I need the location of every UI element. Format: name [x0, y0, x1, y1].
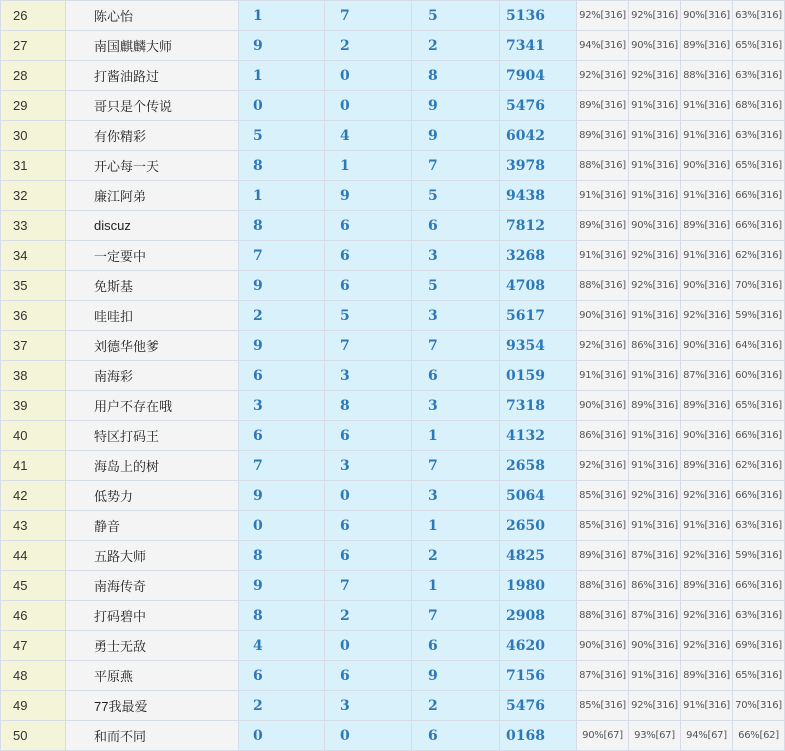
user-name-cell: 有你精彩	[66, 121, 239, 151]
table-row	[1, 721, 785, 751]
rank-cell: 35	[1, 271, 66, 301]
rate-2-cell: 91%[316]	[629, 121, 681, 151]
table-row	[1, 211, 785, 241]
rate-1-cell: 90%[316]	[577, 301, 629, 331]
user-name-cell: 和而不同	[66, 721, 239, 751]
rate-2-cell: 91%[316]	[629, 301, 681, 331]
user-name-cell: 南海传奇	[66, 571, 239, 601]
digit-3-cell: 3	[412, 391, 500, 421]
table-row	[1, 481, 785, 511]
digit-1-cell: 9	[239, 481, 325, 511]
rate-2-cell: 92%[316]	[629, 691, 681, 721]
user-name-cell: 77我最爱	[66, 691, 239, 721]
rank-cell: 44	[1, 541, 66, 571]
rate-3-cell: 91%[316]	[681, 691, 733, 721]
rate-4-cell: 66%[62]	[733, 721, 785, 751]
rate-3-cell: 92%[316]	[681, 601, 733, 631]
rate-4-cell: 64%[316]	[733, 331, 785, 361]
digit-3-cell: 7	[412, 151, 500, 181]
rank-cell: 42	[1, 481, 66, 511]
rate-1-cell: 90%[67]	[577, 721, 629, 751]
rate-1-cell: 89%[316]	[577, 121, 629, 151]
digit-2-cell: 6	[325, 511, 412, 541]
digit-1-cell: 2	[239, 691, 325, 721]
digit-2-cell: 0	[325, 631, 412, 661]
digit-1-cell: 9	[239, 571, 325, 601]
table-row	[1, 121, 785, 151]
digit-1-cell: 8	[239, 211, 325, 241]
rate-1-cell: 89%[316]	[577, 211, 629, 241]
rank-cell: 32	[1, 181, 66, 211]
rate-2-cell: 86%[316]	[629, 571, 681, 601]
rate-3-cell: 92%[316]	[681, 631, 733, 661]
code-cell: 7904	[500, 61, 577, 91]
user-name-cell: 哥只是个传说	[66, 91, 239, 121]
digit-1-cell: 3	[239, 391, 325, 421]
digit-3-cell: 9	[412, 91, 500, 121]
user-name-cell: 打酱油路过	[66, 61, 239, 91]
rate-4-cell: 68%[316]	[733, 91, 785, 121]
rate-3-cell: 94%[67]	[681, 721, 733, 751]
rate-1-cell: 89%[316]	[577, 91, 629, 121]
table-row	[1, 181, 785, 211]
table-row	[1, 631, 785, 661]
digit-2-cell: 3	[325, 361, 412, 391]
rate-2-cell: 92%[316]	[629, 1, 681, 31]
user-name-cell: 特区打码王	[66, 421, 239, 451]
user-name-cell: 打码碧中	[66, 601, 239, 631]
user-name-cell: 海岛上的树	[66, 451, 239, 481]
rank-cell: 39	[1, 391, 66, 421]
rate-1-cell: 90%[316]	[577, 391, 629, 421]
code-cell: 7812	[500, 211, 577, 241]
user-name-cell: 廉江阿弟	[66, 181, 239, 211]
rate-3-cell: 89%[316]	[681, 571, 733, 601]
rate-3-cell: 89%[316]	[681, 391, 733, 421]
digit-2-cell: 7	[325, 571, 412, 601]
rate-2-cell: 90%[316]	[629, 31, 681, 61]
code-cell: 9438	[500, 181, 577, 211]
rate-1-cell: 88%[316]	[577, 271, 629, 301]
rate-3-cell: 87%[316]	[681, 361, 733, 391]
digit-3-cell: 9	[412, 121, 500, 151]
rate-3-cell: 90%[316]	[681, 271, 733, 301]
code-cell: 3268	[500, 241, 577, 271]
digit-3-cell: 8	[412, 61, 500, 91]
digit-2-cell: 8	[325, 391, 412, 421]
digit-1-cell: 6	[239, 661, 325, 691]
digit-3-cell: 3	[412, 481, 500, 511]
code-cell: 5064	[500, 481, 577, 511]
table-row	[1, 361, 785, 391]
digit-1-cell: 2	[239, 301, 325, 331]
rate-4-cell: 63%[316]	[733, 1, 785, 31]
code-cell: 5617	[500, 301, 577, 331]
rate-3-cell: 92%[316]	[681, 301, 733, 331]
rate-4-cell: 63%[316]	[733, 511, 785, 541]
digit-3-cell: 1	[412, 571, 500, 601]
code-cell: 2658	[500, 451, 577, 481]
rate-4-cell: 70%[316]	[733, 271, 785, 301]
digit-1-cell: 8	[239, 601, 325, 631]
rate-2-cell: 93%[67]	[629, 721, 681, 751]
rate-4-cell: 62%[316]	[733, 241, 785, 271]
rate-2-cell: 92%[316]	[629, 481, 681, 511]
digit-1-cell: 5	[239, 121, 325, 151]
digit-3-cell: 3	[412, 241, 500, 271]
rate-4-cell: 65%[316]	[733, 661, 785, 691]
user-name-cell: 陈心怡	[66, 1, 239, 31]
rate-3-cell: 91%[316]	[681, 91, 733, 121]
digit-1-cell: 9	[239, 271, 325, 301]
code-cell: 4708	[500, 271, 577, 301]
rate-3-cell: 92%[316]	[681, 541, 733, 571]
code-cell: 2908	[500, 601, 577, 631]
user-name-cell: 刘德华他爹	[66, 331, 239, 361]
digit-3-cell: 2	[412, 31, 500, 61]
digit-3-cell: 1	[412, 421, 500, 451]
rate-3-cell: 88%[316]	[681, 61, 733, 91]
rank-cell: 30	[1, 121, 66, 151]
rate-1-cell: 88%[316]	[577, 151, 629, 181]
table-row	[1, 331, 785, 361]
rate-1-cell: 92%[316]	[577, 331, 629, 361]
code-cell: 4825	[500, 541, 577, 571]
digit-3-cell: 6	[412, 361, 500, 391]
digit-2-cell: 2	[325, 601, 412, 631]
user-name-cell: 用户不存在哦	[66, 391, 239, 421]
digit-2-cell: 6	[325, 241, 412, 271]
rank-cell: 41	[1, 451, 66, 481]
code-cell: 3978	[500, 151, 577, 181]
rank-cell: 37	[1, 331, 66, 361]
rate-2-cell: 87%[316]	[629, 601, 681, 631]
rate-4-cell: 59%[316]	[733, 541, 785, 571]
table-row	[1, 61, 785, 91]
rate-3-cell: 89%[316]	[681, 31, 733, 61]
digit-3-cell: 2	[412, 541, 500, 571]
digit-2-cell: 6	[325, 271, 412, 301]
code-cell: 5136	[500, 1, 577, 31]
rank-cell: 45	[1, 571, 66, 601]
rate-1-cell: 88%[316]	[577, 571, 629, 601]
code-cell: 0159	[500, 361, 577, 391]
rank-cell: 33	[1, 211, 66, 241]
table-row	[1, 571, 785, 601]
rate-4-cell: 66%[316]	[733, 211, 785, 241]
rate-2-cell: 91%[316]	[629, 661, 681, 691]
user-name-cell: 免斯基	[66, 271, 239, 301]
table-row	[1, 391, 785, 421]
rate-2-cell: 92%[316]	[629, 241, 681, 271]
user-name-cell: discuz	[66, 211, 239, 241]
table-row	[1, 31, 785, 61]
digit-2-cell: 4	[325, 121, 412, 151]
digit-1-cell: 8	[239, 151, 325, 181]
code-cell: 4620	[500, 631, 577, 661]
rate-3-cell: 89%[316]	[681, 211, 733, 241]
digit-2-cell: 9	[325, 181, 412, 211]
digit-2-cell: 0	[325, 481, 412, 511]
rate-4-cell: 62%[316]	[733, 451, 785, 481]
digit-1-cell: 7	[239, 241, 325, 271]
code-cell: 5476	[500, 91, 577, 121]
digit-1-cell: 0	[239, 91, 325, 121]
digit-3-cell: 5	[412, 1, 500, 31]
digit-3-cell: 1	[412, 511, 500, 541]
rate-3-cell: 91%[316]	[681, 241, 733, 271]
rate-4-cell: 66%[316]	[733, 421, 785, 451]
rate-1-cell: 86%[316]	[577, 421, 629, 451]
digit-3-cell: 7	[412, 451, 500, 481]
code-cell: 6042	[500, 121, 577, 151]
digit-1-cell: 1	[239, 61, 325, 91]
rate-2-cell: 90%[316]	[629, 211, 681, 241]
table-row	[1, 301, 785, 331]
digit-2-cell: 0	[325, 61, 412, 91]
digit-2-cell: 7	[325, 1, 412, 31]
table-row	[1, 241, 785, 271]
digit-2-cell: 6	[325, 661, 412, 691]
rate-4-cell: 65%[316]	[733, 391, 785, 421]
rank-cell: 27	[1, 31, 66, 61]
rate-3-cell: 90%[316]	[681, 151, 733, 181]
ranking-table-body	[1, 1, 785, 751]
user-name-cell: 低势力	[66, 481, 239, 511]
code-cell: 0168	[500, 721, 577, 751]
rate-2-cell: 92%[316]	[629, 61, 681, 91]
digit-1-cell: 6	[239, 421, 325, 451]
rate-3-cell: 91%[316]	[681, 121, 733, 151]
digit-1-cell: 0	[239, 511, 325, 541]
digit-3-cell: 3	[412, 301, 500, 331]
rate-2-cell: 90%[316]	[629, 631, 681, 661]
rate-3-cell: 90%[316]	[681, 1, 733, 31]
rate-1-cell: 88%[316]	[577, 601, 629, 631]
digit-3-cell: 7	[412, 601, 500, 631]
digit-1-cell: 9	[239, 331, 325, 361]
rate-3-cell: 91%[316]	[681, 181, 733, 211]
digit-1-cell: 6	[239, 361, 325, 391]
digit-3-cell: 6	[412, 721, 500, 751]
rate-1-cell: 91%[316]	[577, 241, 629, 271]
rank-cell: 38	[1, 361, 66, 391]
rate-1-cell: 90%[316]	[577, 631, 629, 661]
rank-cell: 28	[1, 61, 66, 91]
code-cell: 5476	[500, 691, 577, 721]
rank-cell: 46	[1, 601, 66, 631]
table-row	[1, 541, 785, 571]
rank-cell: 49	[1, 691, 66, 721]
digit-2-cell: 6	[325, 541, 412, 571]
table-row	[1, 151, 785, 181]
code-cell: 9354	[500, 331, 577, 361]
rate-4-cell: 66%[316]	[733, 181, 785, 211]
rate-3-cell: 91%[316]	[681, 511, 733, 541]
rate-2-cell: 91%[316]	[629, 151, 681, 181]
rank-cell: 36	[1, 301, 66, 331]
rate-1-cell: 92%[316]	[577, 1, 629, 31]
code-cell: 7156	[500, 661, 577, 691]
digit-1-cell: 9	[239, 31, 325, 61]
user-name-cell: 静音	[66, 511, 239, 541]
rate-1-cell: 85%[316]	[577, 481, 629, 511]
rate-3-cell: 92%[316]	[681, 481, 733, 511]
table-row	[1, 421, 785, 451]
user-name-cell: 哇哇扣	[66, 301, 239, 331]
rate-1-cell: 91%[316]	[577, 361, 629, 391]
rank-cell: 50	[1, 721, 66, 751]
rate-4-cell: 65%[316]	[733, 31, 785, 61]
rank-cell: 34	[1, 241, 66, 271]
digit-2-cell: 0	[325, 91, 412, 121]
rate-2-cell: 87%[316]	[629, 541, 681, 571]
digit-1-cell: 1	[239, 1, 325, 31]
rate-1-cell: 92%[316]	[577, 451, 629, 481]
digit-2-cell: 3	[325, 451, 412, 481]
rate-4-cell: 66%[316]	[733, 571, 785, 601]
table-row	[1, 511, 785, 541]
digit-2-cell: 6	[325, 211, 412, 241]
rate-4-cell: 69%[316]	[733, 631, 785, 661]
digit-1-cell: 1	[239, 181, 325, 211]
code-cell: 7318	[500, 391, 577, 421]
table-row	[1, 661, 785, 691]
rate-3-cell: 90%[316]	[681, 331, 733, 361]
table-row	[1, 271, 785, 301]
rank-cell: 40	[1, 421, 66, 451]
rate-3-cell: 89%[316]	[681, 451, 733, 481]
rate-1-cell: 85%[316]	[577, 691, 629, 721]
user-name-cell: 一定要中	[66, 241, 239, 271]
table-row	[1, 451, 785, 481]
digit-2-cell: 7	[325, 331, 412, 361]
code-cell: 4132	[500, 421, 577, 451]
table-row	[1, 91, 785, 121]
rank-cell: 31	[1, 151, 66, 181]
rate-4-cell: 63%[316]	[733, 61, 785, 91]
digit-3-cell: 2	[412, 691, 500, 721]
digit-3-cell: 6	[412, 631, 500, 661]
digit-2-cell: 3	[325, 691, 412, 721]
rate-1-cell: 92%[316]	[577, 61, 629, 91]
digit-1-cell: 7	[239, 451, 325, 481]
digit-2-cell: 2	[325, 31, 412, 61]
rate-4-cell: 59%[316]	[733, 301, 785, 331]
user-name-cell: 南国麒麟大师	[66, 31, 239, 61]
rank-cell: 43	[1, 511, 66, 541]
rate-2-cell: 86%[316]	[629, 331, 681, 361]
code-cell: 2650	[500, 511, 577, 541]
digit-2-cell: 1	[325, 151, 412, 181]
digit-3-cell: 5	[412, 271, 500, 301]
code-cell: 7341	[500, 31, 577, 61]
rate-4-cell: 63%[316]	[733, 601, 785, 631]
table-row	[1, 601, 785, 631]
digit-1-cell: 4	[239, 631, 325, 661]
rate-1-cell: 94%[316]	[577, 31, 629, 61]
table-row	[1, 1, 785, 31]
rate-2-cell: 91%[316]	[629, 451, 681, 481]
digit-3-cell: 7	[412, 331, 500, 361]
rank-cell: 47	[1, 631, 66, 661]
rank-cell: 48	[1, 661, 66, 691]
user-name-cell: 五路大师	[66, 541, 239, 571]
rate-2-cell: 89%[316]	[629, 391, 681, 421]
rate-2-cell: 91%[316]	[629, 91, 681, 121]
digit-3-cell: 5	[412, 181, 500, 211]
rate-3-cell: 89%[316]	[681, 661, 733, 691]
digit-3-cell: 6	[412, 211, 500, 241]
digit-2-cell: 6	[325, 421, 412, 451]
user-name-cell: 开心每一天	[66, 151, 239, 181]
user-name-cell: 勇士无敌	[66, 631, 239, 661]
rate-4-cell: 65%[316]	[733, 151, 785, 181]
rate-1-cell: 89%[316]	[577, 541, 629, 571]
rate-4-cell: 60%[316]	[733, 361, 785, 391]
digit-2-cell: 5	[325, 301, 412, 331]
rate-1-cell: 85%[316]	[577, 511, 629, 541]
rank-cell: 29	[1, 91, 66, 121]
rate-1-cell: 87%[316]	[577, 661, 629, 691]
user-name-cell: 平原燕	[66, 661, 239, 691]
user-name-cell: 南海彩	[66, 361, 239, 391]
rate-2-cell: 92%[316]	[629, 271, 681, 301]
digit-2-cell: 0	[325, 721, 412, 751]
rate-3-cell: 90%[316]	[681, 421, 733, 451]
rate-2-cell: 91%[316]	[629, 421, 681, 451]
rate-1-cell: 91%[316]	[577, 181, 629, 211]
rank-cell: 26	[1, 1, 66, 31]
code-cell: 1980	[500, 571, 577, 601]
rate-4-cell: 70%[316]	[733, 691, 785, 721]
rate-2-cell: 91%[316]	[629, 511, 681, 541]
digit-3-cell: 9	[412, 661, 500, 691]
rate-4-cell: 63%[316]	[733, 121, 785, 151]
digit-1-cell: 8	[239, 541, 325, 571]
rate-2-cell: 91%[316]	[629, 361, 681, 391]
table-row	[1, 691, 785, 721]
rate-2-cell: 91%[316]	[629, 181, 681, 211]
digit-1-cell: 0	[239, 721, 325, 751]
rate-4-cell: 66%[316]	[733, 481, 785, 511]
